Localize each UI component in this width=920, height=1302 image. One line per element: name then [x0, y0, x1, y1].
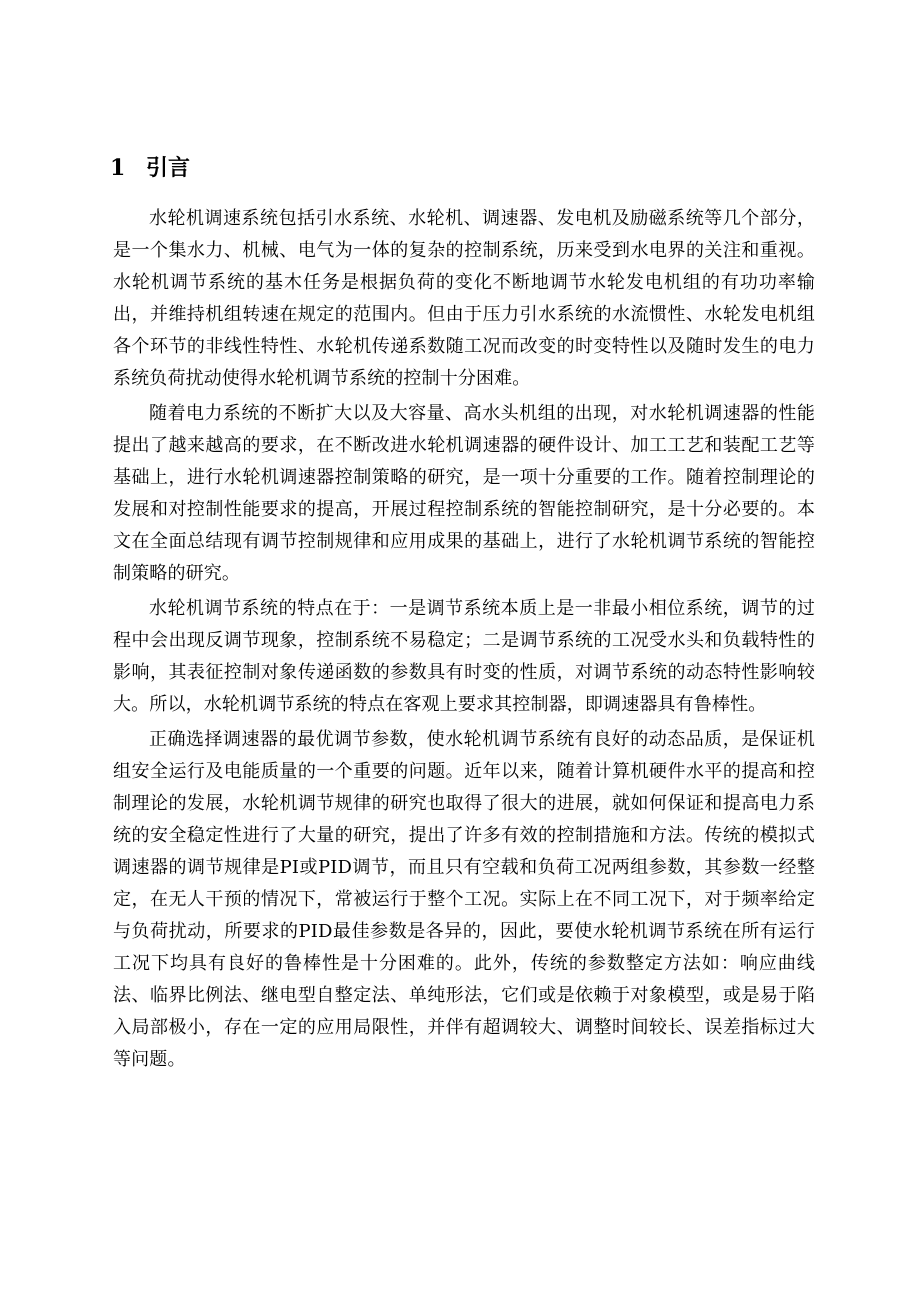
- section-number: 1: [110, 155, 126, 181]
- section-heading: [110, 150, 190, 186]
- section-title: 引言: [146, 155, 191, 181]
- paragraph: 水轮机调速系统包括引水系统、水轮机、调速器、发电机及励磁系统等几个部分，是一个集水力、机械、电气为一体的复杂的控制系统，历来受到水电界的关注和重视。水轮机调节系统的基木任务是根据负荷的变化不断地调节水轮发电机组的有功功率输出，并维持机组转速在规定的范围内。但由于压力引水系统的水流惯性、水轮发电机组各个环节的非线性特性、水轮机传递系数随工况而改变的时变特性以及随时发生的电力系统负荷扰动使得水轮机调节系统的控制十分困难。: [113, 208, 815, 389]
- paragraph: 随着电力系统的不断扩大以及大容量、高水头机组的出现，对水轮机调速器的性能提出了越来越高的要求，在不断改进水轮机调速器的硬件设计、加工工艺和装配工艺等基础上，进行水轮机调速器控制策略的研究，是一项十分重要的工作。随着控制理论的发展和对控制性能要求的提高，开展过程控制系统的智能控制研究，是十分必要的。本文在全面总结现有调节控制规律和应用成果的基础上，进行了水轮机调节系统的智能控制策略的研究。: [113, 403, 815, 584]
- paragraph: 正确选择调速器的最优调节参数，使水轮机调节系统有良好的动态品质，是保证机组安全运行及电能质量的一个重要的问题。近年以来，随着计算机硬件水平的提高和控制理论的发展，水轮机调节规律的研究也取得了很大的进展，就如何保证和提高电力系统的安全稳定性进行了大量的研究，提出了许多有效的控制措施和方法。传统的模拟式调速器的调节规律是PI或PID调节，而且只有空载和负荷工况两组参数，其参数一经整定，在无人干预的情况下，常被运行于整个工况。实际上在不同工况下，对于频率给定与负荷扰动，所要求的PID最佳参数是各异的，因此，要使水轮机调节系统在所有运行工况下均具有良好的鲁棒性是十分困难的。此外，传统的参数整定方法如：响应曲线法、临界比例法、继电型自整定法、单纯形法，它们或是依赖于对象模型，或是易于陷入局部极小，存在一定的应用局限性，并伴有超调较大、调整时间较长、误差指标过大等问题。: [113, 729, 815, 1070]
- paragraph: 水轮机调节系统的特点在于：一是调节系统本质上是一非最小相位系统，调节的过程中会出现反调节现象，控制系统不易稳定；二是调节系统的工况受水头和负载特性的影响，其表征控制对象传递函数的参数具有时变的性质，对调节系统的动态特性影响较大。所以，水轮机调节系统的特点在客观上要求其控制器，即调速器具有鲁棒性。: [113, 598, 815, 715]
- body-text: [113, 203, 815, 1079]
